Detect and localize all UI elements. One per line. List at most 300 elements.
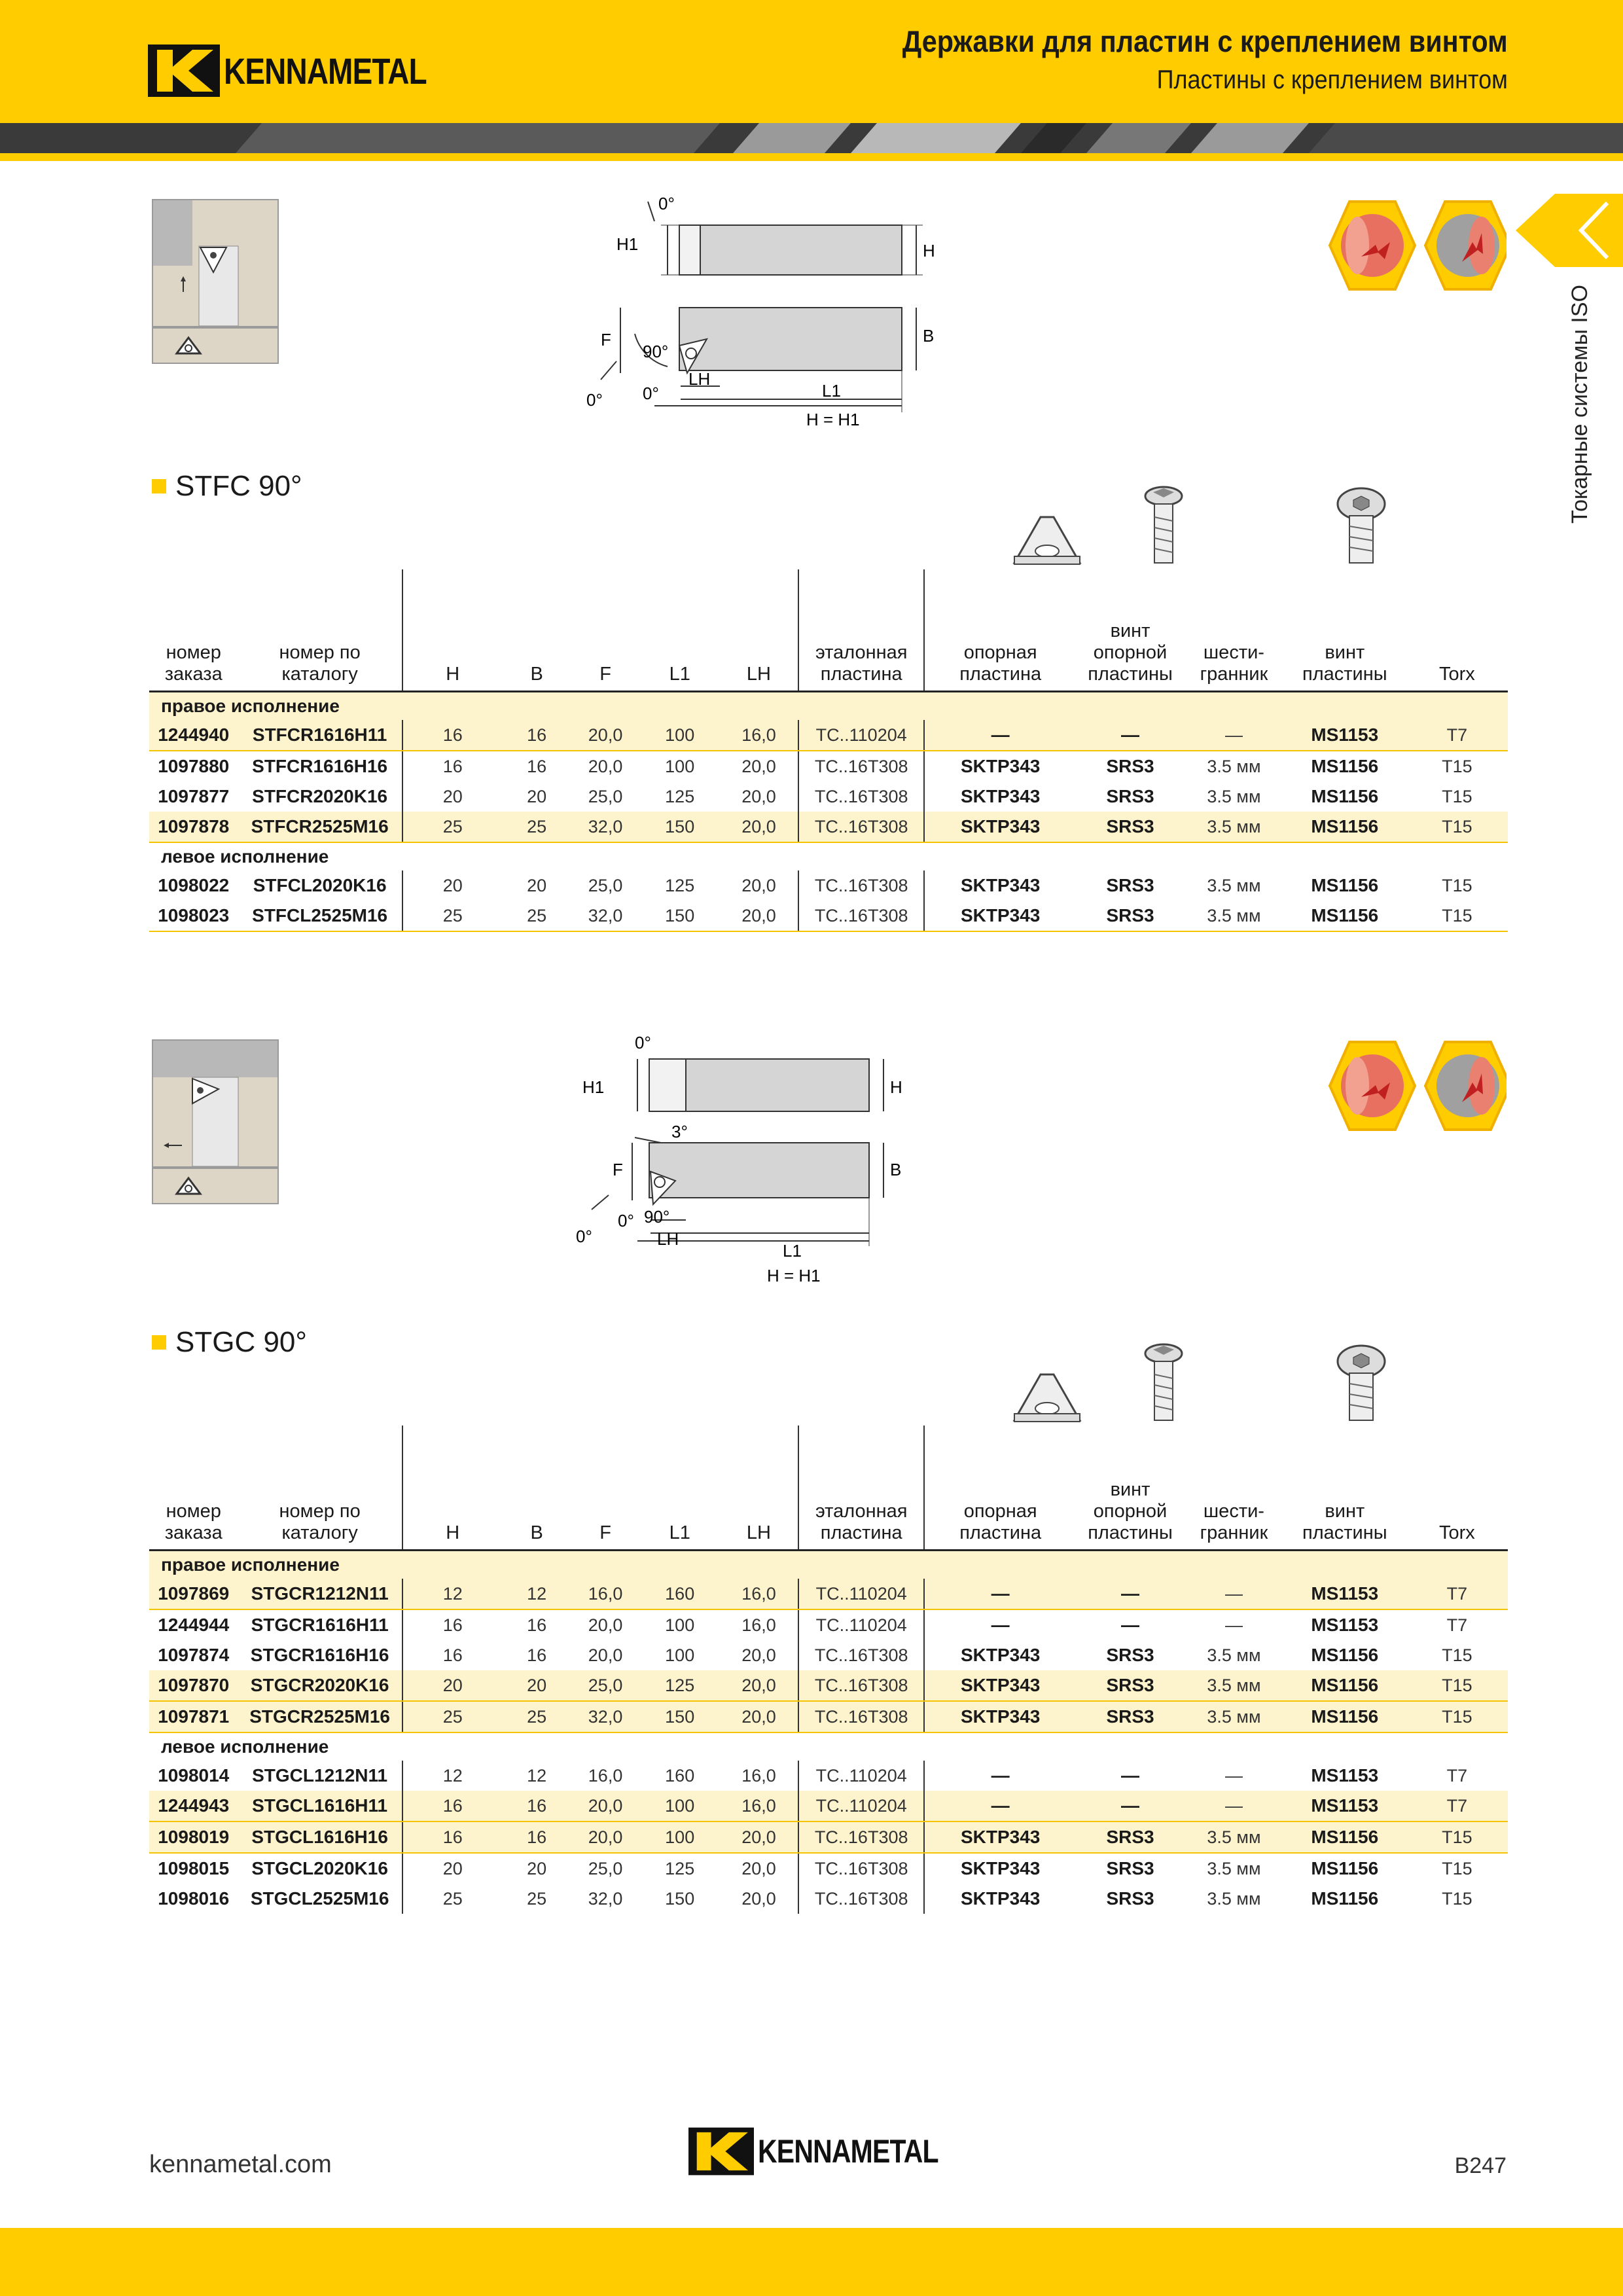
table-cell: 12 — [527, 1765, 547, 1785]
table-cell: T7 — [1406, 720, 1508, 751]
table-cell: SRS3 — [1106, 785, 1154, 806]
table-cell: — — [1076, 1579, 1185, 1609]
table-cell: TC..110204 — [798, 1791, 924, 1821]
table-cell: 1097877 — [158, 785, 230, 806]
table-cell: 16 — [442, 1615, 463, 1635]
h-label: H — [923, 241, 935, 260]
table-cell: SKTP343 — [960, 755, 1041, 776]
table-cell: 20,0 — [720, 870, 798, 901]
table-cell: TC..16T308 — [798, 1884, 924, 1914]
table-cell: 20,0 — [720, 1853, 798, 1884]
stfc-dimension-drawing — [569, 190, 988, 432]
table-cell: 20,0 — [720, 781, 798, 812]
col-lh-2: LH — [720, 1426, 798, 1550]
table-cell: 125 — [665, 875, 695, 895]
table-cell: 20 — [442, 786, 463, 806]
table-cell: 25 — [402, 901, 503, 931]
col-ref-insert-2: эталонная пластина — [798, 1426, 924, 1550]
angle-90-label-s2: 90° — [644, 1207, 670, 1227]
table-cell: TC..16T308 — [798, 812, 924, 842]
table-cell: 1097878 — [149, 812, 238, 842]
table-cell: STGCR1616H16 — [238, 1640, 402, 1670]
col-torx: Torx — [1406, 569, 1508, 691]
table-row — [149, 751, 1508, 781]
col-catalog-no: номер по каталогу — [238, 569, 402, 691]
table-cell: 100 — [665, 1645, 695, 1665]
group-label: левое исполнение — [161, 1736, 329, 1757]
table-cell: SRS3 — [1106, 1644, 1154, 1665]
table-cell: — — [1121, 1765, 1140, 1785]
angle-0-label-s2: 0° — [635, 1033, 651, 1052]
table-row — [149, 1821, 1508, 1853]
f-label-s2: F — [613, 1160, 623, 1179]
header-stripe-yellow — [0, 153, 1623, 161]
page-title: Державки для пластин с креплением винтом — [902, 24, 1508, 58]
turning-diagram-icon — [153, 200, 277, 326]
col-l1-2: L1 — [640, 1426, 720, 1550]
table-cell: TC..16T308 — [798, 751, 924, 781]
table-cell: SKTP343 — [924, 1821, 1076, 1853]
brand-logo — [148, 45, 471, 97]
table-cell: 25,0 — [588, 786, 623, 806]
table-cell: SKTP343 — [960, 1857, 1041, 1878]
part-icons-1 — [1008, 478, 1420, 569]
col-lh: LH — [720, 569, 798, 691]
table-cell: 12 — [402, 1579, 503, 1609]
table-cell: 160 — [640, 1579, 720, 1609]
l1-label-s2: L1 — [783, 1241, 802, 1261]
table-cell: 150 — [640, 1701, 720, 1732]
table-cell: 3.5 мм — [1185, 1821, 1283, 1853]
table-cell: 32,0 — [571, 812, 640, 842]
table-cell: T15 — [1406, 1821, 1508, 1853]
table-row — [149, 1609, 1508, 1640]
table-cell: 125 — [665, 786, 695, 806]
steel-material-icon-2 — [1330, 1042, 1415, 1130]
table-cell: T15 — [1442, 1645, 1472, 1665]
table-cell: T15 — [1406, 1701, 1508, 1732]
table-cell: 3.5 мм — [1207, 786, 1261, 806]
table-cell: 16,0 — [720, 1791, 798, 1821]
table-cell: STFCR2020K16 — [238, 781, 402, 812]
table-cell: MS1153 — [1283, 1579, 1406, 1609]
col-catalog-no-2: номер по каталогу — [238, 1426, 402, 1550]
table-cell: SRS3 — [1106, 874, 1154, 895]
table-cell: TC..110204 — [798, 1609, 924, 1640]
stfc-insert-thumbnail — [152, 327, 279, 364]
table-cell: MS1153 — [1283, 720, 1406, 751]
table-cell: STFCR1616H11 — [238, 720, 402, 751]
insert-screw-icon — [1338, 488, 1385, 563]
col-f: F — [571, 569, 640, 691]
table-cell: 100 — [640, 1791, 720, 1821]
table-cell: STFCL2525M16 — [238, 901, 402, 931]
col-hex-2: шести-гранник — [1185, 1426, 1283, 1550]
table-cell: 20,0 — [588, 756, 623, 776]
table-cell: 25,0 — [588, 875, 623, 895]
table-cell: MS1156 — [1283, 1701, 1406, 1732]
col-order-no-2: номер заказа — [149, 1426, 238, 1550]
table-cell: 1098022 — [158, 874, 230, 895]
footer-bar — [0, 2228, 1623, 2296]
table-cell: 12 — [503, 1579, 571, 1609]
table-cell: 16 — [402, 1821, 503, 1853]
col-torx-2: Torx — [1406, 1426, 1508, 1550]
stfc-application-thumbnail — [152, 199, 279, 327]
side-tab-label: Токарные системы ISO — [1567, 285, 1592, 524]
table-cell: T15 — [1406, 901, 1508, 931]
table-cell: T15 — [1442, 756, 1472, 776]
kennametal-k-icon — [148, 45, 220, 97]
table-cell: 150 — [640, 812, 720, 842]
table-cell: 125 — [665, 1858, 695, 1878]
table-cell: MS1153 — [1283, 1791, 1406, 1821]
table-cell: TC..16T308 — [798, 1821, 924, 1853]
table-cell: 25 — [503, 901, 571, 931]
h1-label: H1 — [616, 234, 639, 254]
table-cell: 20,0 — [720, 751, 798, 781]
table-row — [149, 1640, 1508, 1670]
table-cell: 25 — [503, 1701, 571, 1732]
table-cell: 100 — [665, 756, 695, 776]
table-cell: SKTP343 — [960, 1888, 1041, 1909]
table-cell: — — [1076, 1791, 1185, 1821]
table-row — [149, 812, 1508, 842]
steel-material-icon — [1330, 202, 1415, 289]
table-cell: 20,0 — [720, 1670, 798, 1701]
table-row — [149, 720, 1508, 751]
table-cell: 16,0 — [588, 1765, 623, 1785]
table-cell: MS1156 — [1311, 874, 1379, 895]
shim-icon-2 — [1014, 1374, 1080, 1422]
table-cell: 16,0 — [720, 1579, 798, 1609]
group-label: правое исполнение — [149, 691, 1508, 720]
col-f-2: F — [571, 1426, 640, 1550]
section-marker-2 — [152, 1335, 166, 1350]
table-cell: 150 — [640, 901, 720, 931]
table-cell: SKTP343 — [924, 1670, 1076, 1701]
h-label-s2: H — [890, 1077, 902, 1097]
table-row — [149, 1791, 1508, 1821]
table-cell: 16 — [503, 1791, 571, 1821]
table-cell: MS1156 — [1311, 1888, 1379, 1909]
f-label: F — [601, 330, 611, 350]
table-cell: 12 — [442, 1765, 463, 1785]
material-icons-2 — [1323, 1037, 1507, 1135]
table-row — [149, 1670, 1508, 1701]
section-heading-stgc: STGC 90° — [152, 1326, 307, 1359]
table-cell: SRS3 — [1076, 1821, 1185, 1853]
table-cell: 1097871 — [149, 1701, 238, 1732]
triangle-insert-icon-2 — [153, 1169, 277, 1203]
table-cell: MS1153 — [1311, 1765, 1379, 1785]
table-cell: 1098016 — [158, 1888, 230, 1909]
table-cell: STFCR1616H16 — [238, 751, 402, 781]
col-ref-insert: эталонная пластина — [798, 569, 924, 691]
table-cell: 1244940 — [149, 720, 238, 751]
table-cell: TC..16T308 — [798, 1640, 924, 1670]
table-cell: 16,0 — [720, 1609, 798, 1640]
col-b-2: B — [503, 1426, 571, 1550]
col-hex: шести-гранник — [1185, 569, 1283, 691]
lh-label: LH — [688, 369, 711, 389]
angle-0-label-2: 0° — [586, 390, 603, 410]
shim-icon — [1014, 517, 1080, 564]
table-cell: MS1156 — [1311, 1644, 1379, 1665]
shim-screw-icon-2 — [1145, 1344, 1182, 1420]
table-cell: STFCL2020K16 — [238, 870, 402, 901]
table-row — [149, 901, 1508, 931]
table-cell: 25 — [402, 812, 503, 842]
table-cell: 1244944 — [158, 1614, 230, 1635]
turning-diagram-icon-2 — [153, 1041, 277, 1166]
table-cell: TC..110204 — [798, 1579, 924, 1609]
shim-screw-icon — [1145, 487, 1182, 563]
table-cell: — — [1185, 1579, 1283, 1609]
table-cell: 25 — [503, 812, 571, 842]
table-cell: 20,0 — [720, 1884, 798, 1914]
table-cell: 16 — [442, 756, 463, 776]
col-h-2: H — [402, 1426, 503, 1550]
table-cell: 1097869 — [149, 1579, 238, 1609]
table-cell: STGCR2525M16 — [238, 1701, 402, 1732]
table-cell: SRS3 — [1076, 1670, 1185, 1701]
table-cell: STGCR2020K16 — [238, 1670, 402, 1701]
side-tab-chevron-icon — [1516, 194, 1623, 267]
section-heading-stfc: STFC 90° — [152, 470, 302, 503]
table-cell: T15 — [1442, 786, 1472, 806]
part-icons-2 — [1008, 1335, 1420, 1427]
table-cell: STFCR2525M16 — [238, 812, 402, 842]
kennametal-k-icon-footer — [688, 2127, 754, 2176]
table-cell: — — [991, 1614, 1010, 1635]
table-cell: 20 — [503, 1670, 571, 1701]
table-cell: 20 — [402, 1670, 503, 1701]
table-cell: T7 — [1406, 1791, 1508, 1821]
table-cell: MS1156 — [1283, 901, 1406, 931]
table-cell: — — [991, 1765, 1010, 1785]
table-cell: 32,0 — [571, 1701, 640, 1732]
insert-screw-icon-2 — [1338, 1346, 1385, 1420]
angle-3-label: 3° — [671, 1122, 688, 1141]
table-cell: SKTP343 — [924, 901, 1076, 931]
angle-0-label-s2c: 0° — [576, 1227, 592, 1246]
angle-90-label: 90° — [643, 342, 669, 361]
material-icons-1 — [1323, 196, 1507, 295]
table-cell: SKTP343 — [960, 874, 1041, 895]
table-cell: 16 — [503, 720, 571, 751]
table-row — [149, 870, 1508, 901]
table-cell: 20,0 — [571, 1821, 640, 1853]
table-cell: TC..16T308 — [798, 901, 924, 931]
footer-url[interactable]: kennametal.com — [149, 2151, 332, 2178]
stgc-dimension-drawing — [569, 1033, 988, 1288]
table-cell: MS1156 — [1311, 785, 1379, 806]
group-row — [149, 842, 1508, 870]
table-cell: — — [1185, 1791, 1283, 1821]
table-cell: — — [1121, 1614, 1140, 1635]
table-cell: 20,0 — [588, 1645, 623, 1665]
table-cell: 3.5 мм — [1207, 1645, 1261, 1665]
table-cell: STGCL2525M16 — [238, 1884, 402, 1914]
table-cell: T7 — [1406, 1579, 1508, 1609]
table-cell: STGCL2020K16 — [238, 1853, 402, 1884]
table-cell: — — [924, 1579, 1076, 1609]
table-cell: SRS3 — [1106, 1857, 1154, 1878]
group-label: правое исполнение — [149, 1550, 1508, 1579]
table-cell: SRS3 — [1106, 1888, 1154, 1909]
h-eq-label-s2: H = H1 — [767, 1266, 821, 1285]
lh-label-s2: LH — [657, 1229, 679, 1249]
table-row — [149, 1884, 1508, 1914]
table-cell: — — [1076, 720, 1185, 751]
table-cell: 20,0 — [588, 1615, 623, 1635]
col-b: B — [503, 569, 571, 691]
table-cell: TC..16T308 — [798, 781, 924, 812]
table-cell: MS1156 — [1283, 1821, 1406, 1853]
table-cell: STGCL1212N11 — [238, 1761, 402, 1791]
col-insert-screw: винт пластины — [1283, 569, 1406, 691]
table-cell: TC..110204 — [798, 1761, 924, 1791]
table-cell: T15 — [1406, 812, 1508, 842]
table-cell: 20,0 — [571, 1791, 640, 1821]
table-cell: 3.5 мм — [1207, 875, 1261, 895]
group-row — [149, 1550, 1508, 1579]
table-cell: 32,0 — [571, 901, 640, 931]
table-cell: 16 — [402, 720, 503, 751]
brand-name: KENNAMETAL — [224, 50, 427, 92]
table-cell: — — [924, 1791, 1076, 1821]
table-cell: SKTP343 — [924, 812, 1076, 842]
table-cell: 150 — [665, 1888, 695, 1909]
table-row — [149, 1761, 1508, 1791]
table-cell: T7 — [1446, 1615, 1468, 1635]
table-cell: STGCL1616H16 — [238, 1821, 402, 1853]
table-cell: 16 — [527, 756, 547, 776]
table-cell: 20 — [527, 786, 547, 806]
page-number: B247 — [1454, 2153, 1507, 2178]
table-cell: 25,0 — [571, 1670, 640, 1701]
table-row — [149, 1579, 1508, 1609]
table-cell: TC..16T308 — [798, 1853, 924, 1884]
col-insert-screw-2: винт пластины — [1283, 1426, 1406, 1550]
table-row — [149, 1701, 1508, 1732]
table-cell: 16,0 — [720, 720, 798, 751]
table-cell: 1098015 — [158, 1857, 230, 1878]
table-cell: 3.5 мм — [1185, 1670, 1283, 1701]
table-cell: TC..16T308 — [798, 1670, 924, 1701]
triangle-insert-icon — [153, 329, 277, 363]
table-row — [149, 781, 1508, 812]
angle-0-label-3: 0° — [643, 384, 659, 403]
table-cell: — — [924, 720, 1076, 751]
table-cell: MS1153 — [1311, 1614, 1379, 1635]
table-cell: STGCR1212N11 — [238, 1579, 402, 1609]
table-cell: SRS3 — [1076, 1701, 1185, 1732]
table-cell: 1098014 — [158, 1765, 230, 1785]
table-cell: 16 — [527, 1645, 547, 1665]
table-cell: — — [1185, 720, 1283, 751]
table-cell: 16,0 — [571, 1579, 640, 1609]
header-stripe — [0, 123, 1623, 153]
table-cell: 100 — [665, 1615, 695, 1635]
table-cell: 125 — [640, 1670, 720, 1701]
stgc-insert-thumbnail — [152, 1168, 279, 1204]
table-cell: 3.5 мм — [1185, 812, 1283, 842]
table-cell: 3.5 мм — [1207, 1888, 1261, 1909]
table-cell: 16,0 — [720, 1761, 798, 1791]
table-cell: 1098019 — [149, 1821, 238, 1853]
group-row — [149, 691, 1508, 720]
h-eq-label: H = H1 — [806, 410, 860, 429]
table-cell: 3.5 мм — [1185, 901, 1283, 931]
table-cell: TC..110204 — [798, 720, 924, 751]
table-cell: 100 — [640, 1821, 720, 1853]
table-cell: 25 — [402, 1701, 503, 1732]
table-cell: 16 — [442, 1645, 463, 1665]
table-cell: 20,0 — [720, 901, 798, 931]
table-cell: SRS3 — [1076, 901, 1185, 931]
table-cell: MS1156 — [1283, 812, 1406, 842]
table-cell: — — [1224, 1615, 1243, 1635]
table-cell: 20 — [527, 1858, 547, 1878]
b-label-s2: B — [890, 1160, 902, 1179]
table-cell: 20,0 — [571, 720, 640, 751]
table-cell: — — [1224, 1765, 1243, 1785]
group-label: левое исполнение — [161, 846, 329, 867]
table-cell: 100 — [640, 720, 720, 751]
col-order-no: номер заказа — [149, 569, 238, 691]
group-row — [149, 1732, 1508, 1761]
table-cell: 32,0 — [588, 1888, 623, 1909]
col-shim-screw: винт опорной пластины — [1076, 569, 1185, 691]
col-l1: L1 — [640, 569, 720, 691]
table-cell: 16 — [503, 1821, 571, 1853]
section-marker — [152, 479, 166, 493]
table-cell: SRS3 — [1106, 755, 1154, 776]
table-cell: SKTP343 — [960, 785, 1041, 806]
table-cell: 20,0 — [720, 812, 798, 842]
col-shim-2: опорная пластина — [924, 1426, 1076, 1550]
table-cell: SKTP343 — [924, 1701, 1076, 1732]
footer-logo — [688, 2127, 978, 2176]
table-cell: 1098023 — [149, 901, 238, 931]
table-cell: 25 — [527, 1888, 547, 1909]
col-shim: опорная пластина — [924, 569, 1076, 691]
table-cell: 16 — [527, 1615, 547, 1635]
table-cell: 1097870 — [149, 1670, 238, 1701]
table-cell: TC..16T308 — [798, 1701, 924, 1732]
angle-0-label-s2b: 0° — [618, 1211, 634, 1230]
table-cell: MS1156 — [1311, 1857, 1379, 1878]
col-shim-screw-2: винт опорной пластины — [1076, 1426, 1185, 1550]
table-row — [149, 1853, 1508, 1884]
b-label: B — [923, 326, 935, 346]
table-cell: 1244943 — [149, 1791, 238, 1821]
table-cell: 20 — [442, 1858, 463, 1878]
table-cell: 20 — [527, 875, 547, 895]
table-cell: 3.5 мм — [1207, 756, 1261, 776]
table-cell: 3.5 мм — [1185, 1701, 1283, 1732]
table-cell: T15 — [1442, 1888, 1472, 1909]
table-cell: STGCL1616H11 — [238, 1791, 402, 1821]
h1-label-s2: H1 — [582, 1077, 605, 1097]
table-cell: TC..16T308 — [798, 870, 924, 901]
table-cell: 25,0 — [588, 1858, 623, 1878]
cast-iron-material-icon — [1425, 202, 1507, 289]
angle-0-label: 0° — [658, 194, 675, 213]
table-cell: 20,0 — [720, 1821, 798, 1853]
